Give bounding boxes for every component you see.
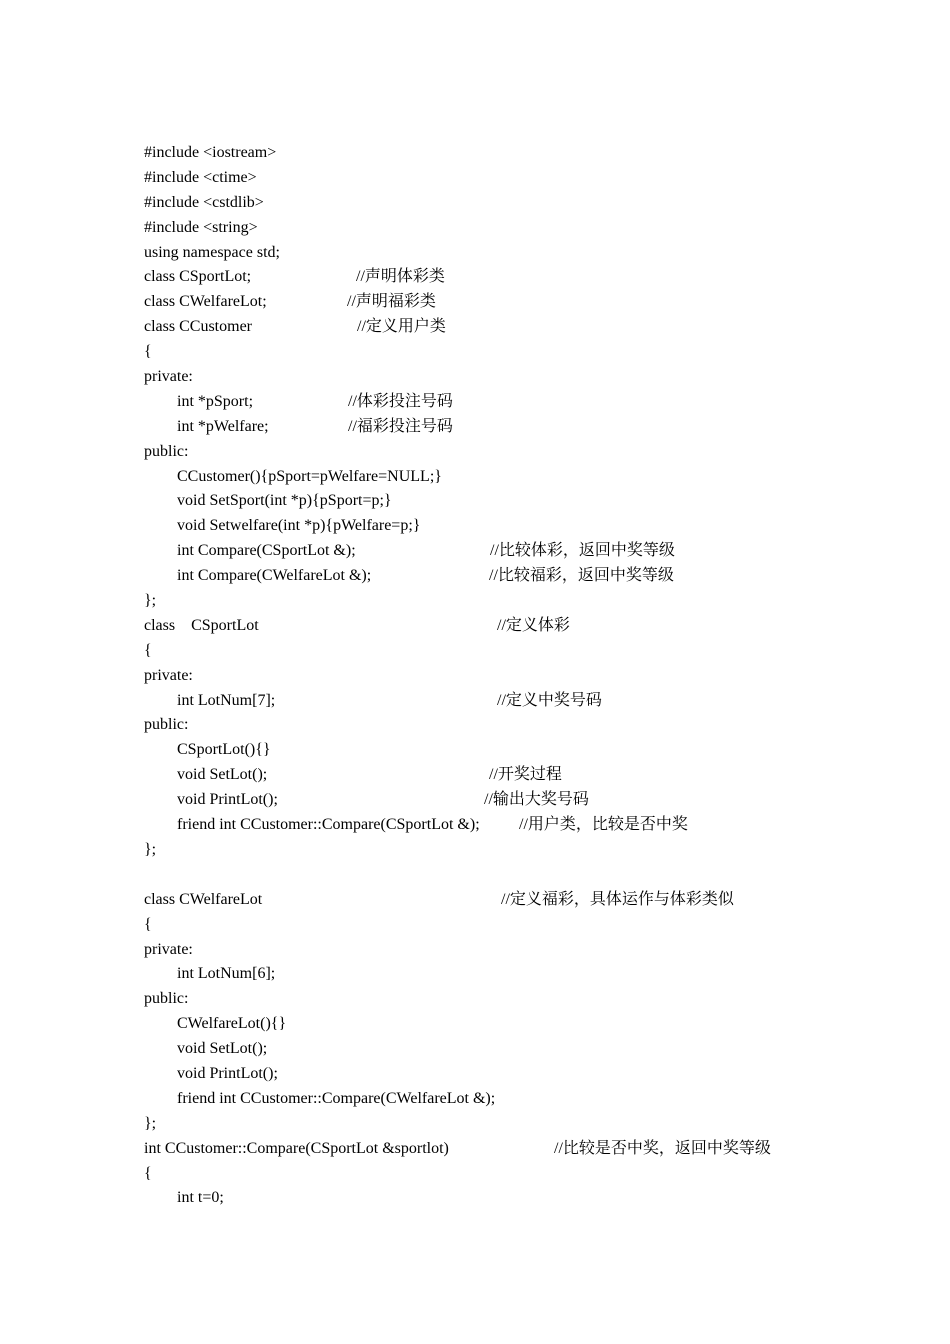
code-text: }; (144, 1114, 157, 1132)
code-text: { (144, 641, 152, 659)
code-line (144, 614, 904, 639)
code-line (144, 664, 904, 689)
code-text: public: (144, 990, 189, 1008)
code-line (144, 1112, 904, 1137)
code-line (144, 987, 904, 1012)
code-comment: //比较福彩，返回中奖等级 (489, 567, 674, 585)
code-comment: //声明体彩类 (356, 268, 445, 286)
code-comment: //定义中奖号码 (497, 691, 602, 709)
code-line (144, 489, 904, 514)
code-text: int *pWelfare; (177, 417, 269, 435)
code-line (144, 191, 904, 216)
code-text: { (144, 915, 152, 933)
code-line (144, 813, 904, 838)
code-text: class CCustomer (144, 318, 252, 336)
code-text: using namespace std; (144, 243, 280, 261)
code-line (144, 713, 904, 738)
code-text: void SetSport(int *p){pSport=p;} (177, 492, 392, 510)
code-line (144, 1037, 904, 1062)
code-line (144, 738, 904, 763)
code-line (144, 1137, 904, 1162)
code-text: }; (144, 592, 157, 610)
code-text: { (144, 343, 152, 361)
code-line (144, 838, 904, 863)
code-text: void Setwelfare(int *p){pWelfare=p;} (177, 517, 421, 535)
code-line (144, 415, 904, 440)
code-line (144, 913, 904, 938)
code-comment: //定义用户类 (357, 318, 446, 336)
code-comment: //福彩投注号码 (348, 417, 453, 435)
code-line (144, 938, 904, 963)
code-line (144, 440, 904, 465)
code-text: friend int CCustomer::Compare(CWelfareLot &); (177, 1089, 496, 1107)
code-text: #include <ctime> (144, 168, 257, 186)
code-line (144, 141, 904, 166)
code-text: int LotNum[7]; (177, 691, 276, 709)
code-comment: //比较是否中奖，返回中奖等级 (554, 1139, 771, 1157)
code-text: int LotNum[6]; (177, 965, 276, 983)
code-line (144, 390, 904, 415)
code-line (144, 166, 904, 191)
code-line (144, 265, 904, 290)
code-text: private: (144, 368, 193, 386)
code-comment: //输出大奖号码 (484, 791, 589, 809)
code-text: }; (144, 840, 157, 858)
code-line (144, 888, 904, 913)
code-line (144, 241, 904, 266)
code-text: int *pSport; (177, 392, 254, 410)
code-line (144, 962, 904, 987)
code-line (144, 539, 904, 564)
code-text: CWelfareLot(){} (177, 1015, 287, 1033)
code-text: void SetLot(); (177, 766, 268, 784)
code-line (144, 763, 904, 788)
code-comment: //开奖过程 (489, 766, 562, 784)
code-text: class CSportLot (144, 616, 259, 634)
code-text: #include <string> (144, 218, 258, 236)
code-text: public: (144, 716, 189, 734)
code-text: class CWelfareLot (144, 890, 263, 908)
code-line (144, 216, 904, 241)
code-line (144, 315, 904, 340)
code-text: #include <iostream> (144, 144, 277, 161)
code-text: friend int CCustomer::Compare(CSportLot &); (177, 816, 480, 834)
code-text: void PrintLot(); (177, 791, 278, 809)
code-text: int Compare(CSportLot &); (177, 542, 356, 560)
code-line (144, 340, 904, 365)
code-line (144, 1186, 904, 1211)
code-text: #include <cstdlib> (144, 193, 264, 211)
code-line (144, 1087, 904, 1112)
code-comment: //用户类，比较是否中奖 (519, 816, 688, 834)
code-line (144, 564, 904, 589)
code-text: CSportLot(){} (177, 741, 271, 759)
code-line (144, 863, 904, 888)
code-line (144, 365, 904, 390)
code-comment: //定义福彩，具体运作与体彩类似 (501, 890, 734, 908)
code-line (144, 689, 904, 714)
code-text: CCustomer(){pSport=pWelfare=NULL;} (177, 467, 442, 485)
code-text: private: (144, 940, 193, 958)
code-text: class CSportLot; (144, 268, 252, 286)
code-line (144, 639, 904, 664)
code-line (144, 589, 904, 614)
code-text: int t=0; (177, 1189, 224, 1207)
code-text: int CCustomer::Compare(CSportLot &sportlot) (144, 1139, 449, 1157)
code-line (144, 1062, 904, 1087)
code-line (144, 514, 904, 539)
code-line (144, 290, 904, 315)
code-line (144, 1162, 904, 1187)
code-text: { (144, 1164, 152, 1182)
code-text: int Compare(CWelfareLot &); (177, 567, 372, 585)
code-line (144, 788, 904, 813)
code-comment: //比较体彩，返回中奖等级 (490, 542, 675, 560)
code-text: void SetLot(); (177, 1040, 268, 1058)
code-text: private: (144, 666, 193, 684)
code-comment: //体彩投注号码 (348, 392, 453, 410)
code-listing (144, 141, 904, 1211)
code-line (144, 465, 904, 490)
code-text: void PrintLot(); (177, 1064, 278, 1082)
code-comment: //声明福彩类 (347, 293, 436, 311)
code-line (144, 1012, 904, 1037)
code-comment: //定义体彩 (497, 616, 570, 634)
code-text: class CWelfareLot; (144, 293, 267, 311)
code-text: public: (144, 442, 189, 460)
